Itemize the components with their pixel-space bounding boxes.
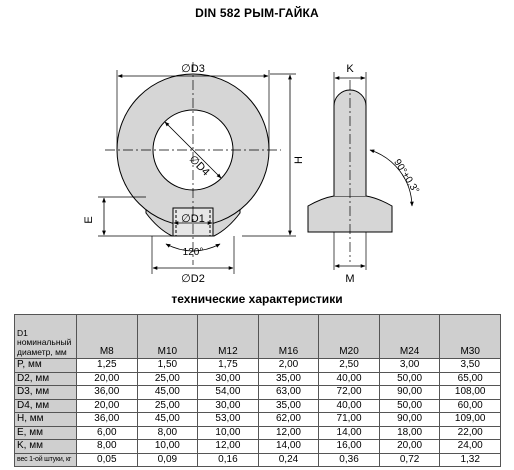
table-cell: 14,00 bbox=[258, 440, 319, 454]
table-cell: 30,00 bbox=[198, 399, 259, 413]
table-cell: 6,00 bbox=[77, 426, 138, 440]
table-cell: 8,00 bbox=[137, 426, 198, 440]
table-cell: 36,00 bbox=[77, 386, 138, 400]
page-title: DIN 582 РЫМ-ГАЙКА bbox=[195, 6, 319, 20]
table-row bbox=[15, 453, 501, 467]
table-cell: 0,16 bbox=[198, 453, 259, 467]
label-angle-bottom: 120° bbox=[182, 247, 204, 258]
table-cell: 0,72 bbox=[379, 453, 440, 467]
table-cell: 16,00 bbox=[319, 440, 380, 454]
header-label bbox=[15, 315, 77, 359]
table-cell: 10,00 bbox=[198, 426, 259, 440]
table-cell: 50,00 bbox=[379, 372, 440, 386]
table-cell: 45,00 bbox=[137, 386, 198, 400]
table-cell: 0,09 bbox=[137, 453, 198, 467]
table-cell: 12,00 bbox=[258, 426, 319, 440]
row-label: K, мм bbox=[15, 440, 77, 454]
table-cell: 45,00 bbox=[137, 413, 198, 427]
label-d4: ∅D4 bbox=[186, 153, 212, 179]
column-header: M10 bbox=[137, 315, 198, 359]
table-cell: 30,00 bbox=[198, 372, 259, 386]
label-m: M bbox=[345, 273, 355, 284]
header-label-line: диаметр, мм bbox=[17, 346, 67, 357]
table-cell: 53,00 bbox=[198, 413, 259, 427]
label-angle-side: 90°±0.3° bbox=[391, 157, 421, 196]
table-cell: 24,00 bbox=[440, 440, 501, 454]
table-cell: 35,00 bbox=[258, 399, 319, 413]
header-label-line: D1 bbox=[17, 327, 28, 338]
table-cell: 2,50 bbox=[319, 359, 380, 373]
table-cell: 1,25 bbox=[77, 359, 138, 373]
table-cell: 25,00 bbox=[137, 399, 198, 413]
label-h: H bbox=[293, 156, 305, 164]
table-cell: 3,00 bbox=[379, 359, 440, 373]
label-d3: ∅D3 bbox=[181, 63, 205, 75]
row-label: вес 1-ой штуки, кг bbox=[15, 453, 77, 467]
table-cell: 108,00 bbox=[440, 386, 501, 400]
table-row bbox=[15, 413, 501, 427]
table-cell: 63,00 bbox=[258, 386, 319, 400]
table-cell: 40,00 bbox=[319, 399, 380, 413]
table-cell: 109,00 bbox=[440, 413, 501, 427]
column-header: M20 bbox=[319, 315, 380, 359]
table-cell: 72,00 bbox=[319, 386, 380, 400]
label-k: K bbox=[346, 63, 354, 75]
table-cell: 1,32 bbox=[440, 453, 501, 467]
column-header: M8 bbox=[77, 315, 138, 359]
table-cell: 0,24 bbox=[258, 453, 319, 467]
table-row bbox=[15, 359, 501, 373]
table-cell: 8,00 bbox=[77, 440, 138, 454]
column-header: M30 bbox=[440, 315, 501, 359]
table-cell: 50,00 bbox=[379, 399, 440, 413]
table-cell: 14,00 bbox=[319, 426, 380, 440]
label-d2: ∅D2 bbox=[181, 273, 205, 284]
table-cell: 25,00 bbox=[137, 372, 198, 386]
table-cell: 18,00 bbox=[379, 426, 440, 440]
table-row bbox=[15, 440, 501, 454]
table-cell: 20,00 bbox=[77, 399, 138, 413]
table-cell: 10,00 bbox=[137, 440, 198, 454]
table-cell: 65,00 bbox=[440, 372, 501, 386]
row-label: E, мм bbox=[15, 426, 77, 440]
header-label-line: номинальный bbox=[17, 337, 72, 347]
technical-drawing bbox=[70, 46, 470, 284]
table-title: технические характеристики bbox=[171, 292, 343, 306]
row-label: P, мм bbox=[15, 359, 77, 373]
row-label: D2, мм bbox=[15, 372, 77, 386]
column-header: M12 bbox=[198, 315, 259, 359]
table-cell: 36,00 bbox=[77, 413, 138, 427]
row-label: D3, мм bbox=[15, 386, 77, 400]
table-cell: 1,50 bbox=[137, 359, 198, 373]
table-cell: 54,00 bbox=[198, 386, 259, 400]
table-cell: 71,00 bbox=[319, 413, 380, 427]
table-row bbox=[15, 426, 501, 440]
table-row bbox=[15, 386, 501, 400]
spec-table bbox=[14, 314, 501, 467]
table-header-row bbox=[15, 315, 501, 359]
table-cell: 1,75 bbox=[198, 359, 259, 373]
table-cell: 20,00 bbox=[379, 440, 440, 454]
table-cell: 20,00 bbox=[77, 372, 138, 386]
table-cell: 22,00 bbox=[440, 426, 501, 440]
row-label: D4, мм bbox=[15, 399, 77, 413]
column-header: M24 bbox=[379, 315, 440, 359]
table-cell: 2,00 bbox=[258, 359, 319, 373]
table-cell: 0,36 bbox=[319, 453, 380, 467]
table-cell: 12,00 bbox=[198, 440, 259, 454]
table-row bbox=[15, 372, 501, 386]
table-cell: 90,00 bbox=[379, 413, 440, 427]
table-cell: 0,05 bbox=[77, 453, 138, 467]
table-cell: 62,00 bbox=[258, 413, 319, 427]
table-cell: 60,00 bbox=[440, 399, 501, 413]
table-cell: 35,00 bbox=[258, 372, 319, 386]
label-d1: ∅D1 bbox=[181, 213, 205, 225]
table-cell: 3,50 bbox=[440, 359, 501, 373]
table-row bbox=[15, 399, 501, 413]
column-header: M16 bbox=[258, 315, 319, 359]
table-cell: 90,00 bbox=[379, 386, 440, 400]
table-cell: 40,00 bbox=[319, 372, 380, 386]
label-e: E bbox=[83, 216, 95, 224]
row-label: H, мм bbox=[15, 413, 77, 427]
